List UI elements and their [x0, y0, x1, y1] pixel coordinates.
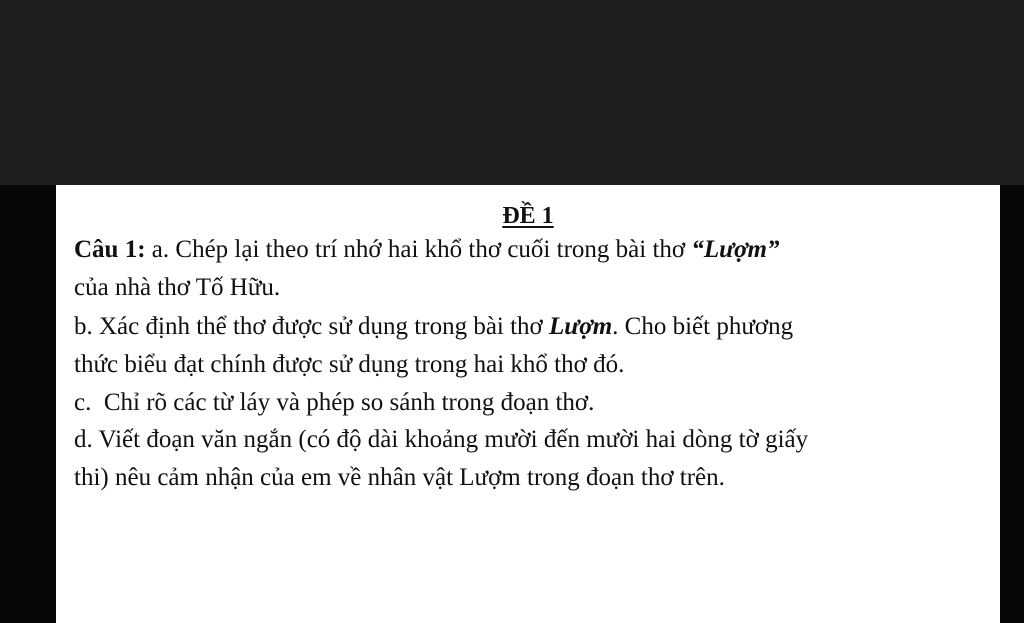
- question-1a-poem-title: “Lượm”: [691, 236, 780, 263]
- question-1a-line: [74, 235, 780, 265]
- question-1d-line: d. Viết đoạn văn ngắn (có độ dài khoảng mười đến mười hai dòng tờ giấy: [74, 426, 809, 453]
- exam-title: [56, 201, 1000, 231]
- question-1b-line: [74, 312, 793, 342]
- question-1a-text: a. Chép lại theo trí nhớ hai khổ thơ cuối trong bài thơ: [145, 236, 692, 263]
- question-1b-text-pre: b. Xác định thể thơ được sử dụng trong bài thơ: [74, 313, 550, 340]
- question-1-label: Câu 1:: [74, 236, 146, 263]
- exam-title-text: ĐỀ 1: [502, 203, 554, 229]
- question-1a-continuation: của nhà thơ Tố Hữu.: [74, 274, 281, 301]
- question-1b-continuation: thức biểu đạt chính được sử dụng trong hai khổ thơ đó.: [74, 351, 625, 378]
- right-dark-margin: [1000, 185, 1024, 623]
- question-1b-poem-title: Lượm: [549, 313, 613, 340]
- question-1c-line: c. Chỉ rõ các từ láy và phép so sánh trong đoạn thơ.: [74, 389, 595, 416]
- question-1d-continuation: thi) nêu cảm nhận của em về nhân vật Lượm trong đoạn thơ trên.: [74, 464, 725, 491]
- question-1b-text-post: . Cho biết phương: [612, 313, 794, 340]
- top-dark-band: [0, 0, 1024, 185]
- left-dark-margin: [0, 185, 56, 623]
- exam-paper: [56, 185, 1000, 623]
